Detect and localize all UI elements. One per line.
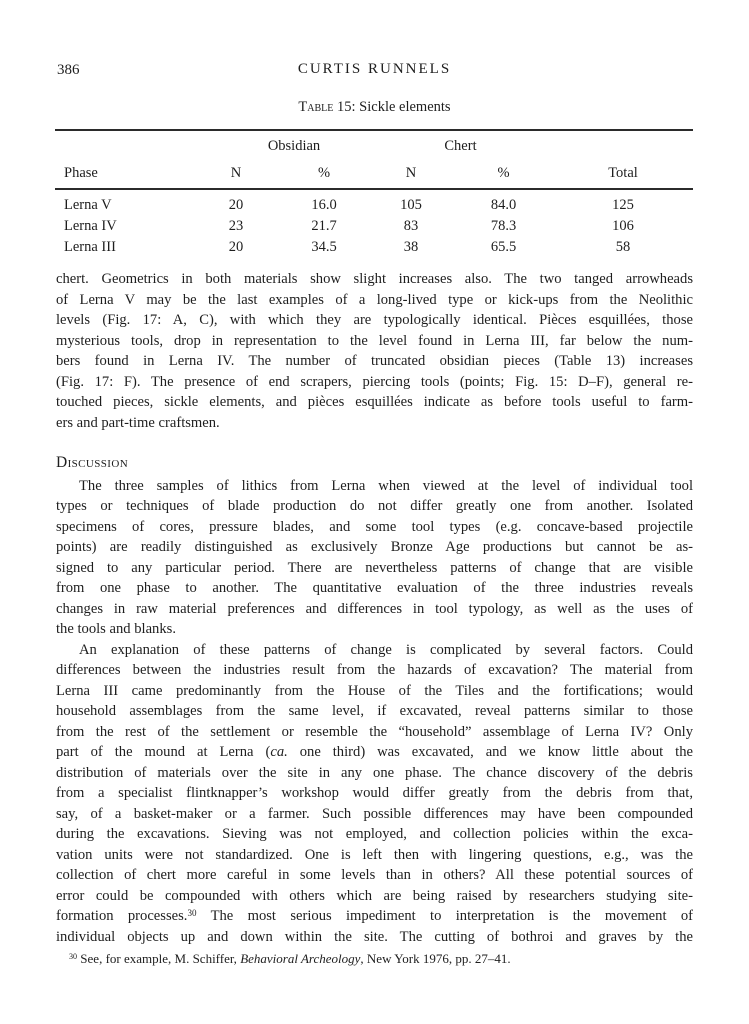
text-line [56,742,693,763]
colgroup-obsidian: Obsidian [267,138,321,154]
text-line: ers and part-time craftsmen. [56,414,220,431]
italic-text: Behavioral Archeology [240,951,361,966]
footnote-30 [56,950,676,967]
table-row [55,197,693,218]
cell-total: 125 [612,197,634,213]
paragraph-discussion-1 [56,476,693,640]
text-line: error could be compounded with others which are being raised by researchers studying site- [56,887,693,904]
cell-chert-n: 83 [403,218,419,234]
text-line: specimens of cores, pressure blades, and some tool types (e.g. concave-based projectile [56,518,693,535]
cell-obsidian-pct: 16.0 [311,197,337,213]
text-line: from a specialist flintknapper’s workshop would differ greatly from the debris from that, [56,785,693,801]
text-line: individual objects up and down within the site. The cutting of bothroi and graves by the [56,928,693,945]
table-row [55,239,693,260]
text-line: during the excavations. Sieving was not employed, and collection policies within the exca- [56,826,693,842]
text-line: mysterious tools, drop in representation to the level found in Lerna III, far below the num- [56,332,693,349]
text-segment: part of the mound at Lerna ( [56,744,271,760]
text-line: changes in raw material preferences and differences in tool typology, as well as the uses of [56,600,693,617]
table-caption-text: 15: Sickle elements [333,99,451,115]
text-line: types or techniques of blade production do not differ greatly one from another. Isolated [56,498,693,514]
text-line [56,906,693,927]
section-heading-discussion: Discussion [56,454,129,471]
text-line: Lerna III came predominantly from the House of the Tiles and the fortifications; would [56,682,693,699]
sickle-elements-table [55,129,693,260]
text-line: say, of a basket-maker or a farmer. Such possible differences may have been compounded [56,805,693,822]
paragraph-discussion-2 [56,640,693,948]
running-head: CURTIS RUNNELS [297,61,452,77]
col-header-obsidian-n: N [230,165,242,181]
cell-phase: Lerna V [64,197,112,213]
text-line: of Lerna V may be the last examples of a long-lived type or kick-ups from the Neolithic [56,291,693,308]
text-line: from the rest of the settlement or resemble the “household” assemblage of Lerna IV? Only [56,723,693,740]
cell-chert-n: 105 [400,197,422,213]
cell-obsidian-n: 20 [228,239,244,255]
col-header-obsidian-pct: % [317,165,331,181]
text-line: differences between the industries result from the hazards of excavation? The material from [56,662,693,678]
spacer [55,138,192,159]
text-line: chert. Geometrics in both materials show slight increases also. The two tanged arrowheads [56,271,693,287]
col-header-phase: Phase [64,165,98,181]
text-line: household assemblages from the same level, if excavated, reveal patterns similar to those [56,703,693,719]
text-segment: The most serious impediment to interpretation is the movement of [196,908,693,924]
table-body [55,190,693,260]
table-header [55,131,693,190]
cell-chert-pct: 65.5 [490,239,517,255]
cell-obsidian-n: 23 [228,218,244,234]
text-segment: , New York 1976, pp. 27–41. [360,951,511,966]
table-group-header-row [55,138,693,159]
italic-text: ca. [270,744,288,760]
text-line: The three samples of lithics from Lerna when viewed at the level of individual tool [79,477,693,494]
text-line: (Fig. 17: F). The presence of end scrapers, piercing tools (points; Fig. 15: D–F), general re- [56,373,693,390]
superscript-ref: 30 [187,907,197,918]
superscript-ref: 30 [69,952,78,962]
cell-obsidian-n: 20 [228,197,244,213]
table-caption [0,99,749,116]
paragraph-continued [56,269,693,433]
cell-obsidian-pct: 21.7 [311,218,337,234]
table-row [55,218,693,239]
text-line: bers found in Lerna IV. The number of truncated obsidian pieces (Table 13) increases [56,353,693,369]
text-line: from one phase to another. The quantitative evaluation of the three industries reveals [56,580,693,596]
cell-total: 58 [615,239,631,255]
cell-chert-pct: 78.3 [490,218,517,234]
running-header [56,61,693,81]
cell-phase: Lerna IV [64,218,117,234]
text-line: vation units were not standardized. One is left then with lingering questions, e.g., was the [56,846,693,863]
text-line: An explanation of these patterns of change is complicated by several factors. Could [79,641,693,658]
page-number: 386 [57,62,80,78]
text-segment: one third) was excavated, and we know little about the [287,744,693,760]
table-caption-label: Table [298,99,334,115]
col-header-chert-pct: % [497,165,510,181]
text-line: points) are readily distinguished as exclusively Bronze Age productions but cannot be as- [56,539,693,555]
cell-total: 106 [612,218,634,234]
cell-phase: Lerna III [64,239,116,255]
text-line: distribution of materials over the site in any one phase. The chance discovery of the debris [56,764,693,781]
text-line: levels (Fig. 17: A, C), with which they are typologically identical. Pièces esquillées, those [56,312,693,328]
spacer [553,138,693,159]
text-line: touched pieces, sickle elements, and pièces esquillées indicate as before tools useful to farm- [56,394,693,410]
text-segment: See, for example, M. Schiffer, [77,951,241,966]
table-header-row [55,159,693,182]
cell-obsidian-pct: 34.5 [311,239,337,255]
colgroup-chert: Chert [444,138,477,154]
text-line: signed to any particular period. There are nevertheless patterns of change that are visible [56,559,693,576]
cell-chert-pct: 84.0 [490,197,517,213]
body-text [56,269,693,947]
cell-chert-n: 38 [403,239,419,255]
col-header-chert-n: N [405,165,417,181]
col-header-total: Total [608,165,638,181]
text-segment: formation processes. [56,908,188,924]
text-line: collection of chert more careful in some levels than in others? All these potential sources of [56,867,693,883]
text-line: the tools and blanks. [56,621,176,637]
